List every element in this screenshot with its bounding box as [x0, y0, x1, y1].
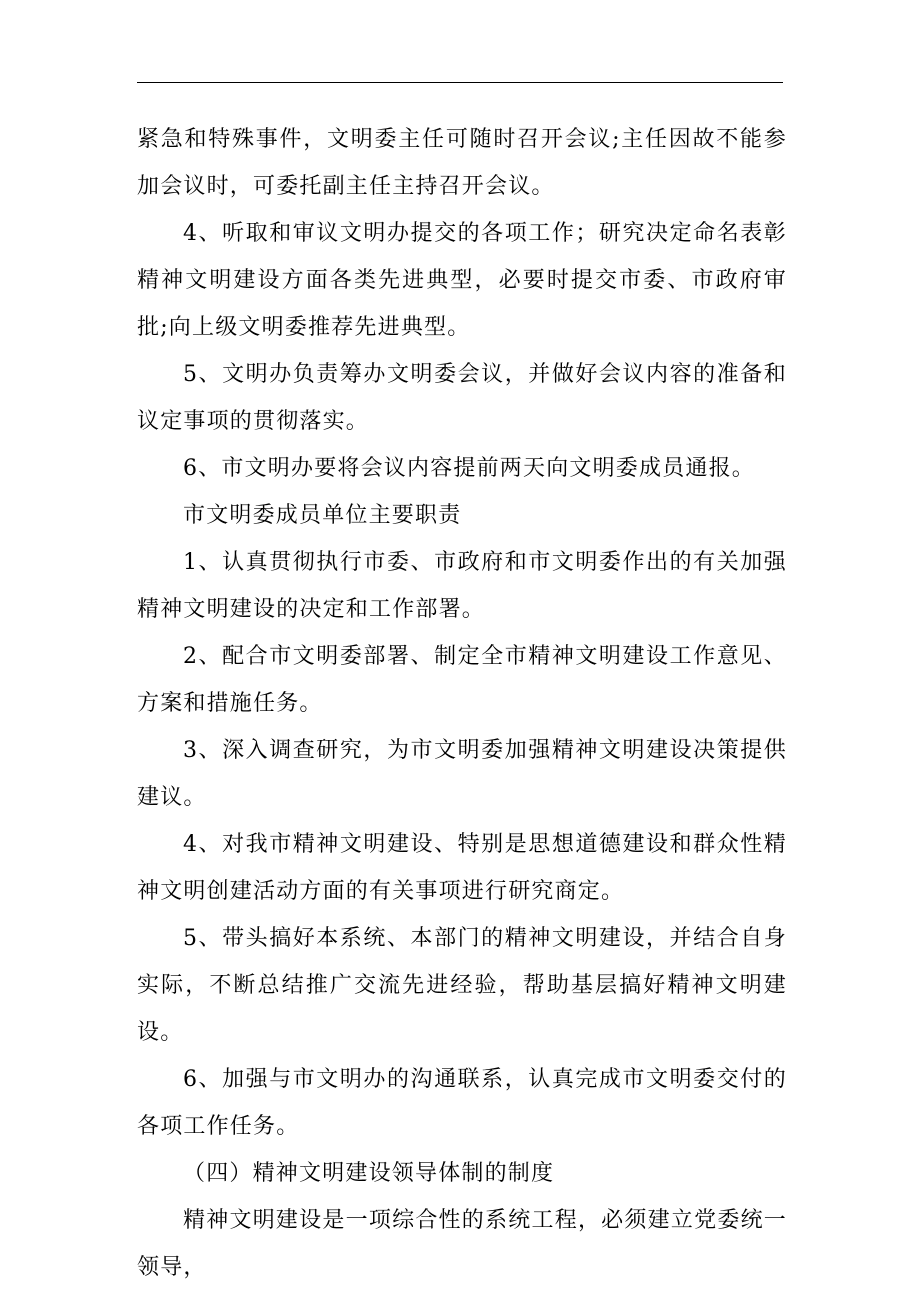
section-heading-member-duties: 市文明委成员单位主要职责 — [183, 503, 462, 528]
header-rule — [137, 82, 783, 83]
paragraph-duty-1: 1、认真贯彻执行市委、市政府和市文明委作出的有关加强精神文明建设的决定和工作部署。 — [137, 550, 787, 622]
paragraph-duty-2: 2、配合市文明委部署、制定全市精神文明建设工作意见、方案和措施任务。 — [137, 644, 787, 716]
document-body — [137, 116, 787, 1291]
paragraph-duty-5: 5、带头搞好本系统、本部门的精神文明建设，并结合自身实际，不断总结推广交流先进经验，帮助基层搞好精神文明建设。 — [137, 926, 787, 1045]
paragraph-item-5-prepare: 5、文明办负责筹办文明委会议，并做好会议内容的准备和议定事项的贯彻落实。 — [137, 362, 787, 434]
paragraph-duty-3: 3、深入调查研究，为市文明委加强精神文明建设决策提供建议。 — [137, 738, 787, 810]
paragraph-leadership-intro: 精神文明建设是一项综合性的系统工程，必须建立党委统一领导， — [137, 1208, 787, 1280]
paragraph-continuation: 紧急和特殊事件，文明委主任可随时召开会议;主任因故不能参加会议时，可委托副主任主持召开会议。 — [137, 127, 787, 199]
paragraph-duty-6: 6、加强与市文明办的沟通联系，认真完成市文明委交付的各项工作任务。 — [137, 1067, 787, 1139]
section-heading-leadership-system: （四）精神文明建设领导体制的制度 — [183, 1161, 555, 1186]
paragraph-duty-4: 4、对我市精神文明建设、特别是思想道德建设和群众性精神文明创建活动方面的有关事项进行研究商定。 — [137, 832, 787, 904]
paragraph-item-4-review: 4、听取和审议文明办提交的各项工作；研究决定命名表彰精神文明建设方面各类先进典型，必要时提交市委、市政府审批;向上级文明委推荐先进典型。 — [137, 221, 787, 340]
paragraph-item-6-notify: 6、市文明办要将会议内容提前两天向文明委成员通报。 — [183, 456, 755, 481]
